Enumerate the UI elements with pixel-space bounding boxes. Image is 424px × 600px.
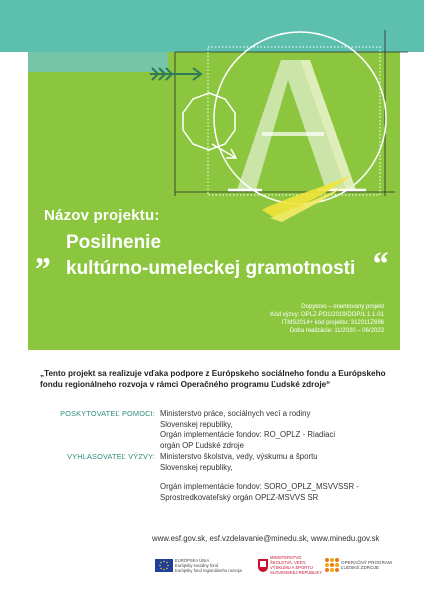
op-logo	[325, 553, 392, 577]
announcer-line-2: Slovenskej republiky,	[160, 462, 233, 472]
project-info-block	[270, 303, 384, 335]
provider-line-4: orgán OP Ľudské zdroje	[160, 440, 244, 450]
funding-tagline: „Tento projekt sa realizuje vďaka podpore z Európskeho sociálneho fondu a Európskeho fondu regionálneho rozvoja v rámci Operačného programu Ľudské zdroje“	[40, 369, 386, 389]
quote-open: „	[36, 234, 53, 271]
eu-flag-icon	[155, 559, 173, 572]
call-code: Kód výzvy: OPLZ-PO1/2019/DOP/1.1.1-01	[270, 312, 384, 318]
op-line-1: OPERAČNÝ PROGRAM	[341, 560, 392, 565]
ministry-line-2: ŠKOLSTVA, VEDY,	[270, 560, 307, 565]
sk-crest-icon	[258, 559, 268, 572]
provider-line-1: Ministerstvo práce, sociálnych vecí a rodiny	[160, 409, 311, 418]
itms-code: ITMS2014+ kód projektu: 312011Z696	[281, 320, 384, 326]
ministry-line-1: MINISTERSTVO	[270, 555, 302, 560]
ministry-logo	[258, 553, 322, 577]
duration: Doba realizácie: 11/2020 – 06/2023	[289, 328, 384, 334]
title-line-1: Posilnenie	[66, 232, 162, 253]
eu-line-1: Európsky sociálny fond	[175, 562, 219, 568]
provider-label: POSKYTOVATEĽ POMOCI:	[60, 409, 155, 418]
provider-line-3: Orgán implementácie fondov: RO_OPLZ - Riadiaci	[160, 430, 336, 439]
decagon-outline	[183, 93, 235, 150]
announcer-line-4: Sprostredkovateľský orgán OPĽZ-MSVVS SR	[160, 492, 319, 502]
eu-logo	[155, 553, 242, 577]
title-line-2: kultúrno-umeleckej gramotnosti	[66, 258, 356, 279]
quote-close: “	[371, 246, 388, 283]
project-type: Dopytovo – orientovaný projekt	[301, 304, 384, 310]
announcer-line-3: Orgán implementácie fondov: SORO_OPLZ_MSVVSSR -	[160, 482, 359, 491]
yellow-brush-stroke	[262, 175, 352, 222]
op-line-2: ĽUDSKÉ ZDROJE	[341, 565, 380, 570]
project-name-label: Názov projektu:	[44, 207, 160, 224]
provider-line-2: Slovenskej republiky,	[160, 419, 233, 429]
eu-line-2: Európsky fond regionálneho rozvoja	[175, 567, 242, 573]
letter-a-shape	[228, 60, 366, 190]
contact-links[interactable]: www.esf.gov.sk, esf.vzdelavanie@minedu.sk, www.minedu.gov.sk	[152, 534, 380, 543]
logos-row	[155, 553, 395, 577]
announcer-label: VYHLASOVATEĽ VÝZVY:	[67, 452, 155, 461]
op-dots-icon	[325, 558, 339, 572]
ministry-line-3: VÝSKUMU A ŠPORTU	[270, 565, 313, 570]
eu-title: EURÓPSKA ÚNIA	[175, 557, 210, 563]
arrow-icon	[150, 68, 201, 80]
ministry-line-4: SLOVENSKEJ REPUBLIKY	[270, 570, 323, 575]
announcer-line-1: Ministerstvo školstva, vedy, výskumu a športu	[160, 452, 318, 461]
